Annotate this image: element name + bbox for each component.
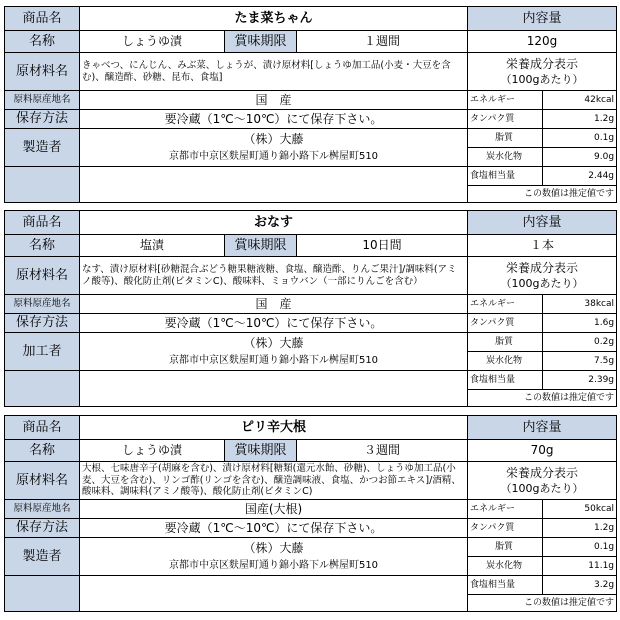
blank-cell bbox=[5, 371, 80, 407]
blank-cell bbox=[80, 371, 468, 407]
nutrition-item-label: タンパク質 bbox=[468, 519, 543, 538]
name-label: 名称 bbox=[5, 31, 80, 53]
storage-label: 保存方法 bbox=[5, 519, 80, 538]
nutrition-item-label: 脂質 bbox=[468, 129, 543, 148]
product-name: たま菜ちゃん bbox=[80, 7, 468, 31]
ingredients-label: 原材料名 bbox=[5, 462, 80, 500]
nutrition-item-label: 炭水化物 bbox=[468, 148, 543, 167]
estimate-note: この数値は推定値です bbox=[468, 595, 617, 612]
nutrition-item-label: エネルギー bbox=[468, 500, 543, 519]
nutrition-item-value: 42kcal bbox=[543, 91, 617, 110]
contents-value: 120g bbox=[468, 31, 617, 53]
nutrition-item-value: 2.39g bbox=[543, 371, 617, 390]
expiry-value: 10日間 bbox=[297, 235, 468, 257]
nutrition-item-label: エネルギー bbox=[468, 91, 543, 110]
nutrition-item-value: 9.0g bbox=[543, 148, 617, 167]
storage-value: 要冷蔵（1℃～10℃）にて保存下さい。 bbox=[80, 110, 468, 129]
name-label: 名称 bbox=[5, 235, 80, 257]
nutrition-item-label: タンパク質 bbox=[468, 314, 543, 333]
origin-value: 国 産 bbox=[80, 91, 468, 110]
contents-label: 内容量 bbox=[468, 211, 617, 235]
nutrition-item-value: 2.44g bbox=[543, 167, 617, 186]
nutrition-title: 栄養成分表示 bbox=[506, 466, 579, 481]
name-value: しょうゆ漬 bbox=[80, 440, 225, 462]
storage-value: 要冷蔵（1℃～10℃）にて保存下さい。 bbox=[80, 314, 468, 333]
blank-cell bbox=[80, 167, 468, 203]
maker-info bbox=[80, 538, 468, 576]
product-name-label: 商品名 bbox=[5, 7, 80, 31]
product-name: おなす bbox=[80, 211, 468, 235]
maker-label: 加工者 bbox=[5, 333, 80, 371]
nutrition-item-value: 1.6g bbox=[543, 314, 617, 333]
ingredients-value: 大根、七味唐辛子(胡麻を含む)、漬け原材料[糖類(還元水飴、砂糖)、しょうゆ加工品(小麦、大豆を含む)、リンゴ酢(リンゴを含む)、醸造調味液、食塩、かつお節エキス]/酒精、酸味料、調味料(アミノ酸等)、酸化防止剤(ビタミンC) bbox=[80, 462, 468, 500]
maker-label: 製造者 bbox=[5, 129, 80, 167]
nutrition-item-value: 0.2g bbox=[543, 333, 617, 352]
origin-label: 原料原産地名 bbox=[5, 91, 80, 110]
contents-value: １本 bbox=[468, 235, 617, 257]
nutrition-title: 栄養成分表示 bbox=[506, 261, 579, 276]
nutrition-item-value: 1.2g bbox=[543, 110, 617, 129]
nutrition-item-label: 食塩相当量 bbox=[468, 576, 543, 595]
nutrition-header bbox=[468, 257, 617, 295]
nutrition-header bbox=[468, 53, 617, 91]
maker-info bbox=[80, 129, 468, 167]
maker-address: 京都市中京区麩屋町通り錦小路下ル桝屋町510 bbox=[168, 559, 379, 571]
origin-value: 国産(大根) bbox=[80, 500, 468, 519]
nutrition-per: （100gあたり） bbox=[500, 276, 584, 290]
name-value: 塩漬 bbox=[80, 235, 225, 257]
name-value: しょうゆ漬 bbox=[80, 31, 225, 53]
contents-label: 内容量 bbox=[468, 7, 617, 31]
nutrition-item-value: 11.1g bbox=[543, 557, 617, 576]
storage-value: 要冷蔵（1℃～10℃）にて保存下さい。 bbox=[80, 519, 468, 538]
nutrition-item-label: タンパク質 bbox=[468, 110, 543, 129]
expiry-value: ３週間 bbox=[297, 440, 468, 462]
nutrition-item-value: 0.1g bbox=[543, 538, 617, 557]
origin-value: 国 産 bbox=[80, 295, 468, 314]
nutrition-item-label: エネルギー bbox=[468, 295, 543, 314]
blank-cell bbox=[5, 167, 80, 203]
product-name: ピリ辛大根 bbox=[80, 416, 468, 440]
nutrition-item-value: 50kcal bbox=[543, 500, 617, 519]
nutrition-per: （100gあたり） bbox=[500, 72, 584, 86]
storage-label: 保存方法 bbox=[5, 110, 80, 129]
nutrition-per: （100gあたり） bbox=[500, 481, 584, 495]
ingredients-value: なす、漬け原材料[砂糖混合ぶどう糖果糖液糖、食塩、醸造酢、りんご果汁]/調味料(アミノ酸等)、酸化防止剤(ビタミンC)、酸味料、ミョウバン（一部にりんごを含む） bbox=[80, 257, 468, 295]
maker-name: （株）大藤 bbox=[243, 541, 304, 556]
blank-cell bbox=[80, 576, 468, 612]
nutrition-item-value: 0.1g bbox=[543, 129, 617, 148]
maker-name: （株）大藤 bbox=[243, 132, 304, 147]
maker-address: 京都市中京区麩屋町通り錦小路下ル桝屋町510 bbox=[168, 150, 379, 162]
storage-label: 保存方法 bbox=[5, 314, 80, 333]
nutrition-item-label: 炭水化物 bbox=[468, 352, 543, 371]
nutrition-item-label: 脂質 bbox=[468, 333, 543, 352]
food-label-table bbox=[4, 6, 617, 203]
ingredients-label: 原材料名 bbox=[5, 257, 80, 295]
nutrition-item-value: 3.2g bbox=[543, 576, 617, 595]
nutrition-item-label: 食塩相当量 bbox=[468, 371, 543, 390]
name-label: 名称 bbox=[5, 440, 80, 462]
expiry-value: １週間 bbox=[297, 31, 468, 53]
nutrition-item-label: 脂質 bbox=[468, 538, 543, 557]
maker-info bbox=[80, 333, 468, 371]
nutrition-item-value: 7.5g bbox=[543, 352, 617, 371]
expiry-label: 賞味期限 bbox=[225, 235, 297, 257]
blank-cell bbox=[5, 576, 80, 612]
maker-label: 製造者 bbox=[5, 538, 80, 576]
ingredients-label: 原材料名 bbox=[5, 53, 80, 91]
maker-address: 京都市中京区麩屋町通り錦小路下ル桝屋町510 bbox=[168, 354, 379, 366]
contents-label: 内容量 bbox=[468, 416, 617, 440]
estimate-note: この数値は推定値です bbox=[468, 390, 617, 407]
nutrition-item-label: 食塩相当量 bbox=[468, 167, 543, 186]
estimate-note: この数値は推定値です bbox=[468, 186, 617, 203]
contents-value: 70g bbox=[468, 440, 617, 462]
origin-label: 原料原産地名 bbox=[5, 295, 80, 314]
product-name-label: 商品名 bbox=[5, 211, 80, 235]
food-label-table bbox=[4, 210, 617, 407]
product-name-label: 商品名 bbox=[5, 416, 80, 440]
nutrition-item-value: 1.2g bbox=[543, 519, 617, 538]
food-label-table bbox=[4, 415, 617, 612]
nutrition-header bbox=[468, 462, 617, 500]
expiry-label: 賞味期限 bbox=[225, 440, 297, 462]
origin-label: 原料原産地名 bbox=[5, 500, 80, 519]
nutrition-item-label: 炭水化物 bbox=[468, 557, 543, 576]
maker-name: （株）大藤 bbox=[243, 336, 304, 351]
nutrition-item-value: 38kcal bbox=[543, 295, 617, 314]
expiry-label: 賞味期限 bbox=[225, 31, 297, 53]
nutrition-title: 栄養成分表示 bbox=[506, 57, 579, 72]
ingredients-value: きゃべつ、にんじん、みぶ菜、しょうが、漬け原材料[しょうゆ加工品(小麦・大豆を含む)、醸造酢、砂糖、昆布、食塩] bbox=[80, 53, 468, 91]
